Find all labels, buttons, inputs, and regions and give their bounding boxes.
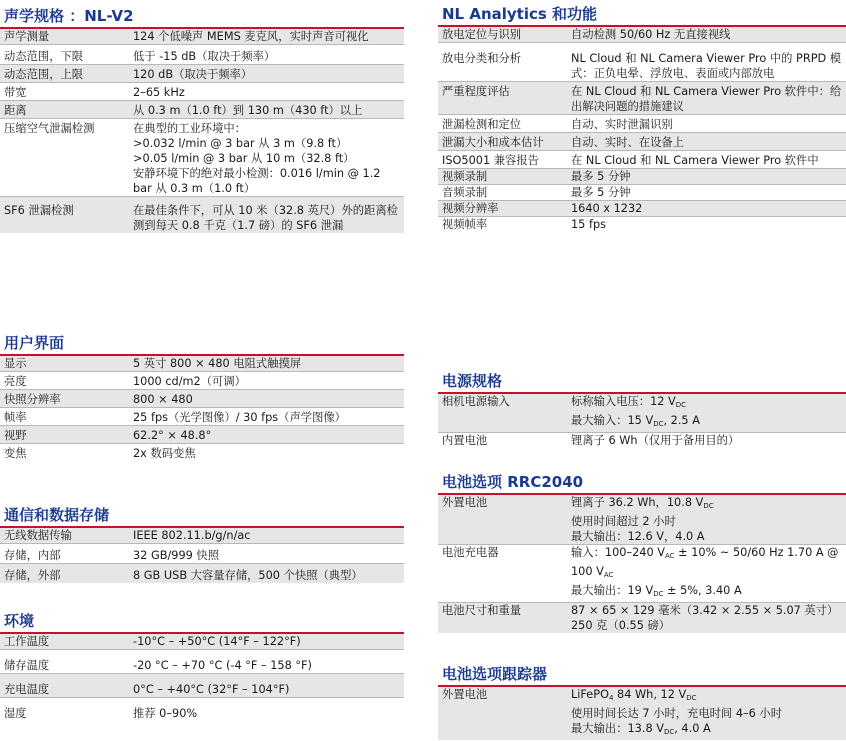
analytics-row — [438, 200, 846, 216]
tracker-line1-sub: 4 — [608, 694, 614, 702]
ui-row — [0, 407, 404, 425]
acoustic-row — [0, 196, 404, 233]
comm-row-key: 存储，内部 — [4, 549, 61, 562]
env-row-value: 推荐 0–90% — [133, 707, 198, 720]
analytics-title: NL Analytics 和功能 — [442, 5, 598, 23]
env-row-key: 湿度 — [4, 707, 27, 720]
analytics-row — [438, 132, 846, 150]
rrc-chg-line2: 最大输出：19 V — [571, 584, 654, 597]
acoustic-row-value: 在最佳条件下，可从 10 米（32.8 英尺）外的距离检测到每天 0.8 千克（1.7 磅）的 SF6 泄漏 — [133, 204, 398, 232]
power-battery-key: 内置电池 — [442, 434, 488, 447]
ui-row — [0, 356, 404, 371]
acoustic-row-value: 低于 -15 dB（取决于频率） — [133, 50, 276, 63]
power-cam-line2-tail: , 2.5 A — [663, 414, 700, 427]
tracker-title: 电池选项跟踪器 — [442, 665, 548, 683]
acoustic-row — [0, 29, 404, 44]
power-title: 电源规格 — [442, 372, 503, 390]
ui-row-key: 亮度 — [4, 375, 27, 388]
rrc-charger-value — [571, 545, 846, 602]
comm-row — [0, 543, 404, 563]
env-title: 环境 — [4, 612, 35, 630]
analytics-row — [438, 216, 846, 232]
ui-row — [0, 425, 404, 443]
acoustic-row-value: 120 dB（取决于频率） — [133, 68, 253, 81]
power-cam-line2: 最大输入：15 V — [571, 414, 654, 427]
rrc-dim-line1: 87 × 65 × 129 毫米（3.42 × 2.55 × 5.07 英寸） — [571, 604, 839, 617]
analytics-row-key: 严重程度评估 — [442, 85, 510, 98]
ui-table — [0, 356, 404, 461]
comm-table — [0, 528, 404, 583]
analytics-row-value: 最多 5 分钟 — [571, 170, 631, 183]
tracker-line2: 使用时间长达 7 小时，充电时间 4–6 小时 — [571, 707, 783, 720]
analytics-row-key: ISO5001 兼容报告 — [442, 154, 539, 167]
tracker-section — [438, 664, 846, 740]
ui-row-key: 帧率 — [4, 411, 27, 424]
analytics-row — [438, 81, 846, 114]
analytics-row-key: 放电定位与识别 — [442, 28, 522, 41]
analytics-row-value: 自动、实时泄漏识别 — [571, 118, 673, 131]
ui-row-key: 快照分辨率 — [4, 393, 61, 406]
analytics-row-value: 1640 x 1232 — [571, 202, 643, 215]
analytics-row — [438, 168, 846, 184]
acoustic-row — [0, 100, 404, 118]
env-row-key: 工作温度 — [4, 635, 50, 648]
acoustic-row — [0, 82, 404, 100]
power-cam-line2-sub: DC — [653, 420, 664, 428]
analytics-row-key: 视频帧率 — [442, 218, 488, 231]
acoustic-row-value: 124 个低噪声 MEMS 麦克风，实时声音可视化 — [133, 30, 369, 43]
tracker-line1: LiFePO — [571, 688, 609, 701]
acoustic-row-key: 动态范围，下限 — [4, 50, 84, 63]
ui-title: 用户界面 — [4, 334, 65, 352]
power-camera-input-key: 相机电源输入 — [442, 395, 510, 408]
ui-row-value: 2x 数码变焦 — [133, 447, 196, 460]
power-row-camera-input — [438, 394, 846, 432]
rrc-dimensions-value — [571, 603, 846, 633]
ui-row — [0, 443, 404, 461]
ui-row-value: 5 英寸 800 × 480 电阻式触摸屏 — [133, 357, 302, 370]
acoustic-row-value: 2–65 kHz — [133, 86, 185, 99]
env-table — [0, 634, 404, 721]
power-section — [438, 371, 846, 448]
acoustic-row-key: 距离 — [4, 104, 27, 117]
analytics-row — [438, 184, 846, 200]
power-battery-value: 锂离子 6 Wh（仅用于备用目的） — [571, 434, 740, 447]
tracker-line3: 最大输出：13.8 V — [571, 722, 664, 735]
env-row-value: -20 °C – +70 °C (-4 °F – 158 °F) — [133, 659, 312, 672]
acoustic-row-value: 从 0.3 m（1.0 ft）到 130 m（430 ft）以上 — [133, 104, 363, 117]
comm-row-value: IEEE 802.11.b/g/n/ac — [133, 529, 251, 542]
acoustic-row — [0, 118, 404, 196]
rrc-charger-key: 电池充电器 — [442, 546, 499, 559]
acoustic-row — [0, 64, 404, 82]
rrc-ext-line1-sub: DC — [703, 502, 714, 510]
analytics-row-key: 泄漏检测和定位 — [442, 118, 522, 131]
env-section — [0, 611, 404, 721]
rrc-dim-line2: 250 克（0.55 磅） — [571, 619, 671, 632]
rrc-ext-line3: 最大输出：12.6 V，4.0 A — [571, 530, 705, 543]
tracker-line3-tail: , 4.0 A — [674, 722, 711, 735]
power-row-battery — [438, 432, 846, 448]
env-row — [0, 673, 404, 697]
comm-section — [0, 505, 404, 583]
analytics-row — [438, 42, 846, 81]
rrc-row-dimensions — [438, 602, 846, 633]
comm-row-key: 存储，外部 — [4, 569, 61, 582]
acoustic-row-key: 声学测量 — [4, 30, 50, 43]
comm-row — [0, 528, 404, 543]
power-cam-line1: 标称输入电压：12 V — [571, 395, 676, 408]
comm-row — [0, 563, 404, 583]
ui-row-key: 视野 — [4, 429, 27, 442]
ui-row-key: 变焦 — [4, 447, 27, 460]
ui-row-value: 1000 cd/m2（可调） — [133, 375, 246, 388]
acoustic-row-key: 动态范围，上限 — [4, 68, 84, 81]
tracker-external-key: 外置电池 — [442, 688, 488, 701]
rrc-chg-line1-tail: ± 10% ~ 50/60 Hz 1.70 A @ 100 V — [571, 546, 839, 578]
analytics-row-key: 视频分辨率 — [442, 202, 499, 215]
env-row-value: 0°C – +40°C (32°F – 104°F) — [133, 683, 290, 696]
ui-row-value: 62.2° × 48.8° — [133, 429, 212, 442]
rrc-external-value — [571, 495, 846, 544]
ui-row — [0, 389, 404, 407]
env-row — [0, 634, 404, 649]
power-cam-line1-sub: DC — [675, 401, 687, 409]
env-row-key: 充电温度 — [4, 683, 50, 696]
rrc-row-external — [438, 495, 846, 544]
rrc-chg-line1-sub2: AC — [603, 571, 614, 579]
tracker-row-external — [438, 687, 846, 740]
analytics-row-key: 音频录制 — [442, 186, 488, 199]
env-row-key: 储存温度 — [4, 659, 50, 672]
analytics-row-value: 15 fps — [571, 218, 606, 231]
ui-row-value: 25 fps（光学图像）/ 30 fps（声学图像） — [133, 411, 346, 424]
acoustic-row — [0, 44, 404, 64]
rrc-section — [438, 472, 846, 633]
comm-row-value: 32 GB/999 快照 — [133, 549, 220, 562]
analytics-row-value: NL Cloud 和 NL Camera Viewer Pro 中的 PRPD 模式：正负电晕、浮放电、表面或内部放电 — [571, 52, 842, 80]
analytics-row-value: 在 NL Cloud 和 NL Camera Viewer Pro 软件中 — [571, 154, 819, 167]
ui-row — [0, 371, 404, 389]
comm-row-value: 8 GB USB 大容量存储，500 个快照（典型） — [133, 569, 363, 582]
ui-row-key: 显示 — [4, 357, 27, 370]
acoustic-row-value: 在典型的工业环境中： >0.032 l/min @ 3 bar 从 3 m（9.8 ft） >0.05 l/min @ 3 bar 从 10 m（32.8 ft） 安静环境下的绝对最小检测：0.016 l/min @ 1.2 bar 从 0.3 m（1.0 ft） — [133, 122, 381, 195]
env-row — [0, 697, 404, 721]
rrc-chg-line1-sub: AC — [664, 552, 675, 560]
analytics-row-value: 在 NL Cloud 和 NL Camera Viewer Pro 软件中：给出解决问题的措施建议 — [571, 85, 842, 113]
comm-row-key: 无线数据传输 — [4, 529, 72, 542]
rrc-dimensions-key: 电池尺寸和重量 — [442, 604, 522, 617]
analytics-section — [438, 4, 846, 232]
ui-row-value: 800 × 480 — [133, 393, 193, 406]
analytics-row-value: 自动、实时、在设备上 — [571, 136, 684, 149]
rrc-ext-line2: 使用时间超过 2 小时 — [571, 515, 676, 528]
analytics-row-value: 自动检测 50/60 Hz 无直接视线 — [571, 28, 731, 41]
rrc-external-key: 外置电池 — [442, 496, 488, 509]
rrc-chg-line1: 输入：100–240 V — [571, 546, 665, 559]
tracker-external-value — [571, 687, 846, 740]
acoustic-row-key: SF6 泄漏检测 — [4, 204, 74, 217]
env-row — [0, 649, 404, 673]
power-camera-input-value — [571, 394, 846, 432]
acoustic-row-key: 带宽 — [4, 86, 27, 99]
tracker-line1-sub2: DC — [686, 694, 697, 702]
analytics-row-value: 最多 5 分钟 — [571, 186, 631, 199]
ui-section — [0, 333, 404, 461]
analytics-row-key: 视频录制 — [442, 170, 488, 183]
rrc-ext-line1: 锂离子 36.2 Wh，10.8 V — [571, 496, 704, 509]
rrc-title: 电池选项 RRC2040 — [442, 473, 584, 491]
acoustic-section — [0, 6, 404, 233]
acoustic-title: 声学规格 ：NL-V2 — [4, 7, 134, 25]
analytics-row — [438, 27, 846, 42]
analytics-table — [438, 27, 846, 232]
analytics-row-key: 放电分类和分析 — [442, 52, 522, 65]
analytics-row — [438, 150, 846, 168]
acoustic-table — [0, 29, 404, 233]
rrc-chg-line2-tail: ± 5%, 3.40 A — [663, 584, 742, 597]
rrc-chg-line2-sub: DC — [653, 590, 664, 598]
rrc-row-charger — [438, 544, 846, 602]
tracker-line1-mid: 84 Wh, 12 V — [613, 688, 687, 701]
acoustic-row-key: 压缩空气泄漏检测 — [4, 122, 95, 135]
comm-title: 通信和数据存储 — [4, 506, 110, 524]
env-row-value: -10°C – +50°C (14°F – 122°F) — [133, 635, 301, 648]
analytics-row-key: 泄漏大小和成本估计 — [442, 136, 544, 149]
analytics-row — [438, 114, 846, 132]
tracker-line3-sub: DC — [663, 728, 675, 736]
